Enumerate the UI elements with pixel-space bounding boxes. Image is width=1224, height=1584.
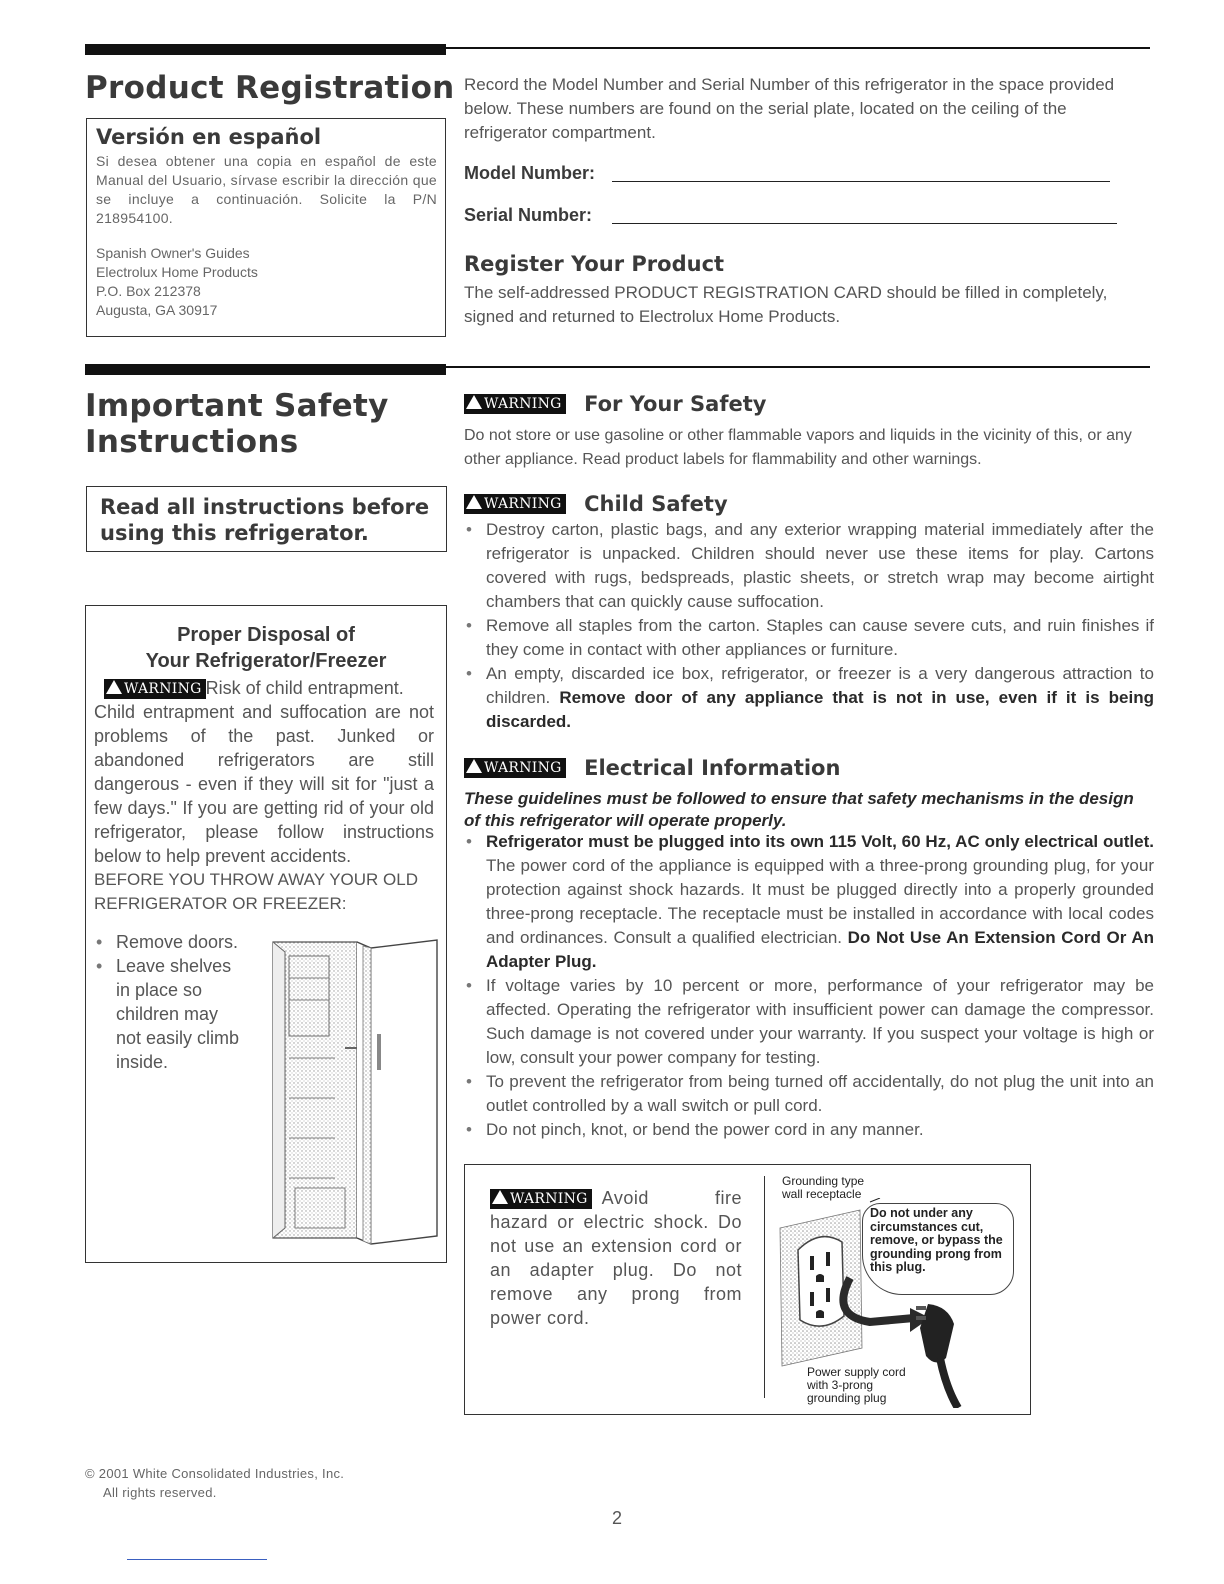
- rights-text: All rights reserved.: [103, 1485, 217, 1500]
- list-item: • Remove all staples from the carton. Staples can cause severe cuts, and ruin finishes if they come in contact with other appliances or furniture.: [464, 614, 1154, 662]
- footer-link-line: [127, 1559, 267, 1560]
- electrical-list: [464, 830, 1154, 1142]
- warning-triangle-icon: [492, 1190, 508, 1204]
- spanish-address-2: Electrolux Home Products: [96, 264, 258, 280]
- for-your-safety-text: Do not store or use gasoline or other flammable vapors and liquids in the vicinity of this, or any other appliance. Read product labels for flammability and other warnings.: [464, 427, 1132, 468]
- page-number: 2: [612, 1508, 623, 1528]
- disposal-title-line2: Your Refrigerator/Freezer: [145, 650, 387, 672]
- serial-number-field[interactable]: [612, 223, 1117, 224]
- disposal-bullets: [94, 930, 244, 1074]
- registration-intro: Record the Model Number and Serial Number of this refrigerator in the space provided below. These numbers are found on the serial plate, located on the ceiling of the refrigerator compartment.: [464, 75, 1115, 142]
- spanish-address-4: Augusta, GA 30917: [96, 302, 218, 318]
- list-item: • Leave shelves in place so children may not easily climb inside.: [94, 954, 244, 1074]
- spanish-address-1: Spanish Owner's Guides: [96, 245, 250, 261]
- middle-rule-thick: [85, 364, 446, 375]
- receptacle-label: Grounding type wall receptacle: [782, 1174, 865, 1201]
- fire-hazard-text: WARNING Avoid fire hazard or electric shock. Do not use an extension cord or an adapter plug. Do not remove any prong from power cord.: [490, 1188, 742, 1328]
- warning-triangle-icon: [466, 395, 482, 409]
- product-registration-title: Product Registration: [85, 70, 455, 106]
- spanish-version-box: [86, 118, 446, 337]
- spanish-text: Si desea obtener una copia en español de este Manual del Usuario, sírvase escribir la dirección que se incluye a continuación. Solicite la P/N 218954100.: [96, 153, 437, 226]
- electrical-heading: [464, 756, 840, 780]
- for-your-safety-title: For Your Safety: [584, 392, 767, 416]
- warning-triangle-icon: [106, 680, 122, 694]
- read-all-text: Read all instructions before using this refrigerator.: [100, 495, 430, 545]
- list-item: • Refrigerator must be plugged into its own 115 Volt, 60 Hz, AC only electrical outlet. The power cord of the appliance is equipped with a three-prong grounding plug, for your protection against shock hazards. It must be plugged directly into a properly grounded three-prong receptacle. The receptacle must be installed in accordance with local codes and ordinances. Consult a qualified electrician. Do Not Use An Extension Cord Or An Adapter Plug.: [464, 830, 1154, 974]
- safety-title-line1: Important Safety: [85, 388, 389, 424]
- warning-badge: WARNING: [464, 394, 566, 414]
- electrical-title: Electrical Information: [584, 756, 841, 780]
- grounding-callout-text: Do not under any circumstances cut, remove, or bypass the grounding prong from this plug.: [870, 1206, 1003, 1274]
- list-item: • Destroy carton, plastic bags, and any exterior wrapping material immediately after the refrigerator is unpacked. Children should never use these items for play. Cartons covered with rugs, bedspreads, plastic sheets, or stretch wrap may become airtight chambers that can quickly cause suffocation.: [464, 518, 1154, 614]
- serial-number-label: Serial Number:: [464, 205, 593, 225]
- list-item: • An empty, discarded ice box, refrigerator, or freezer is a very dangerous attraction to children. Remove door of any appliance that is not in use, even if it is being discarded.: [464, 662, 1154, 734]
- read-all-box: [86, 486, 447, 552]
- for-your-safety-heading: [464, 392, 766, 416]
- warning-triangle-icon: [466, 495, 482, 509]
- warning-badge: WARNING: [490, 1189, 592, 1209]
- disposal-title-line1: Proper Disposal of: [177, 624, 355, 646]
- warning-badge: WARNING: [464, 494, 566, 514]
- disposal-warning-badge: WARNING: [104, 679, 206, 699]
- copyright-text: © 2001 White Consolidated Industries, Inc.: [85, 1466, 345, 1481]
- list-item: • Remove doors.: [94, 930, 244, 954]
- child-safety-list: [464, 518, 1154, 734]
- child-safety-title: Child Safety: [584, 492, 728, 516]
- spanish-address-3: P.O. Box 212378: [96, 283, 201, 299]
- child-safety-heading: [464, 492, 728, 516]
- register-product-title: Register Your Product: [464, 252, 725, 276]
- spanish-title: Versión en español: [96, 125, 322, 149]
- fire-box-divider: [764, 1176, 765, 1398]
- model-number-field[interactable]: [612, 181, 1110, 182]
- warning-badge: WARNING: [464, 758, 566, 778]
- warning-triangle-icon: [466, 759, 482, 773]
- register-product-text: The self-addressed PRODUCT REGISTRATION CARD should be filled in completely, signed and returned to Electrolux Home Products.: [464, 283, 1108, 326]
- model-number-label: Model Number:: [464, 163, 596, 183]
- disposal-caps: BEFORE YOU THROW AWAY YOUR OLD REFRIGERATOR OR FREEZER:: [94, 870, 419, 913]
- safety-title-line2: Instructions: [85, 424, 299, 460]
- list-item: • If voltage varies by 10 percent or more, performance of your refrigerator may be affected. Operating the refrigerator with insufficient power can damage the compressor. Such damage is not covered under your warranty. If you suspect your voltage is high or low, consult your power company for testing.: [464, 974, 1154, 1070]
- middle-rule-thin: [446, 366, 1150, 368]
- list-item: • To prevent the refrigerator from being turned off accidentally, do not plug the unit into an outlet controlled by a wall switch or pull cord.: [464, 1070, 1154, 1118]
- power-cord-label: Power supply cord with 3-prong grounding plug: [807, 1365, 906, 1405]
- top-rule-thick: [85, 44, 446, 55]
- electrical-italic: These guidelines must be followed to ensure that safety mechanisms in the design of this refrigerator will operate properly.: [464, 789, 1134, 830]
- top-rule-thin: [446, 47, 1150, 49]
- refrigerator-illustration: [265, 938, 445, 1256]
- disposal-text: Child entrapment and suffocation are not problems of the past. Junked or abandoned refrigerators are still dangerous - even if they will sit for "just a few days." If you are getting rid of your old refrigerator, please follow instructions below to help prevent accidents.: [94, 702, 434, 866]
- list-item: • Do not pinch, knot, or bend the power cord in any manner.: [464, 1118, 1154, 1142]
- disposal-warning-text: Risk of child entrapment.: [205, 678, 404, 698]
